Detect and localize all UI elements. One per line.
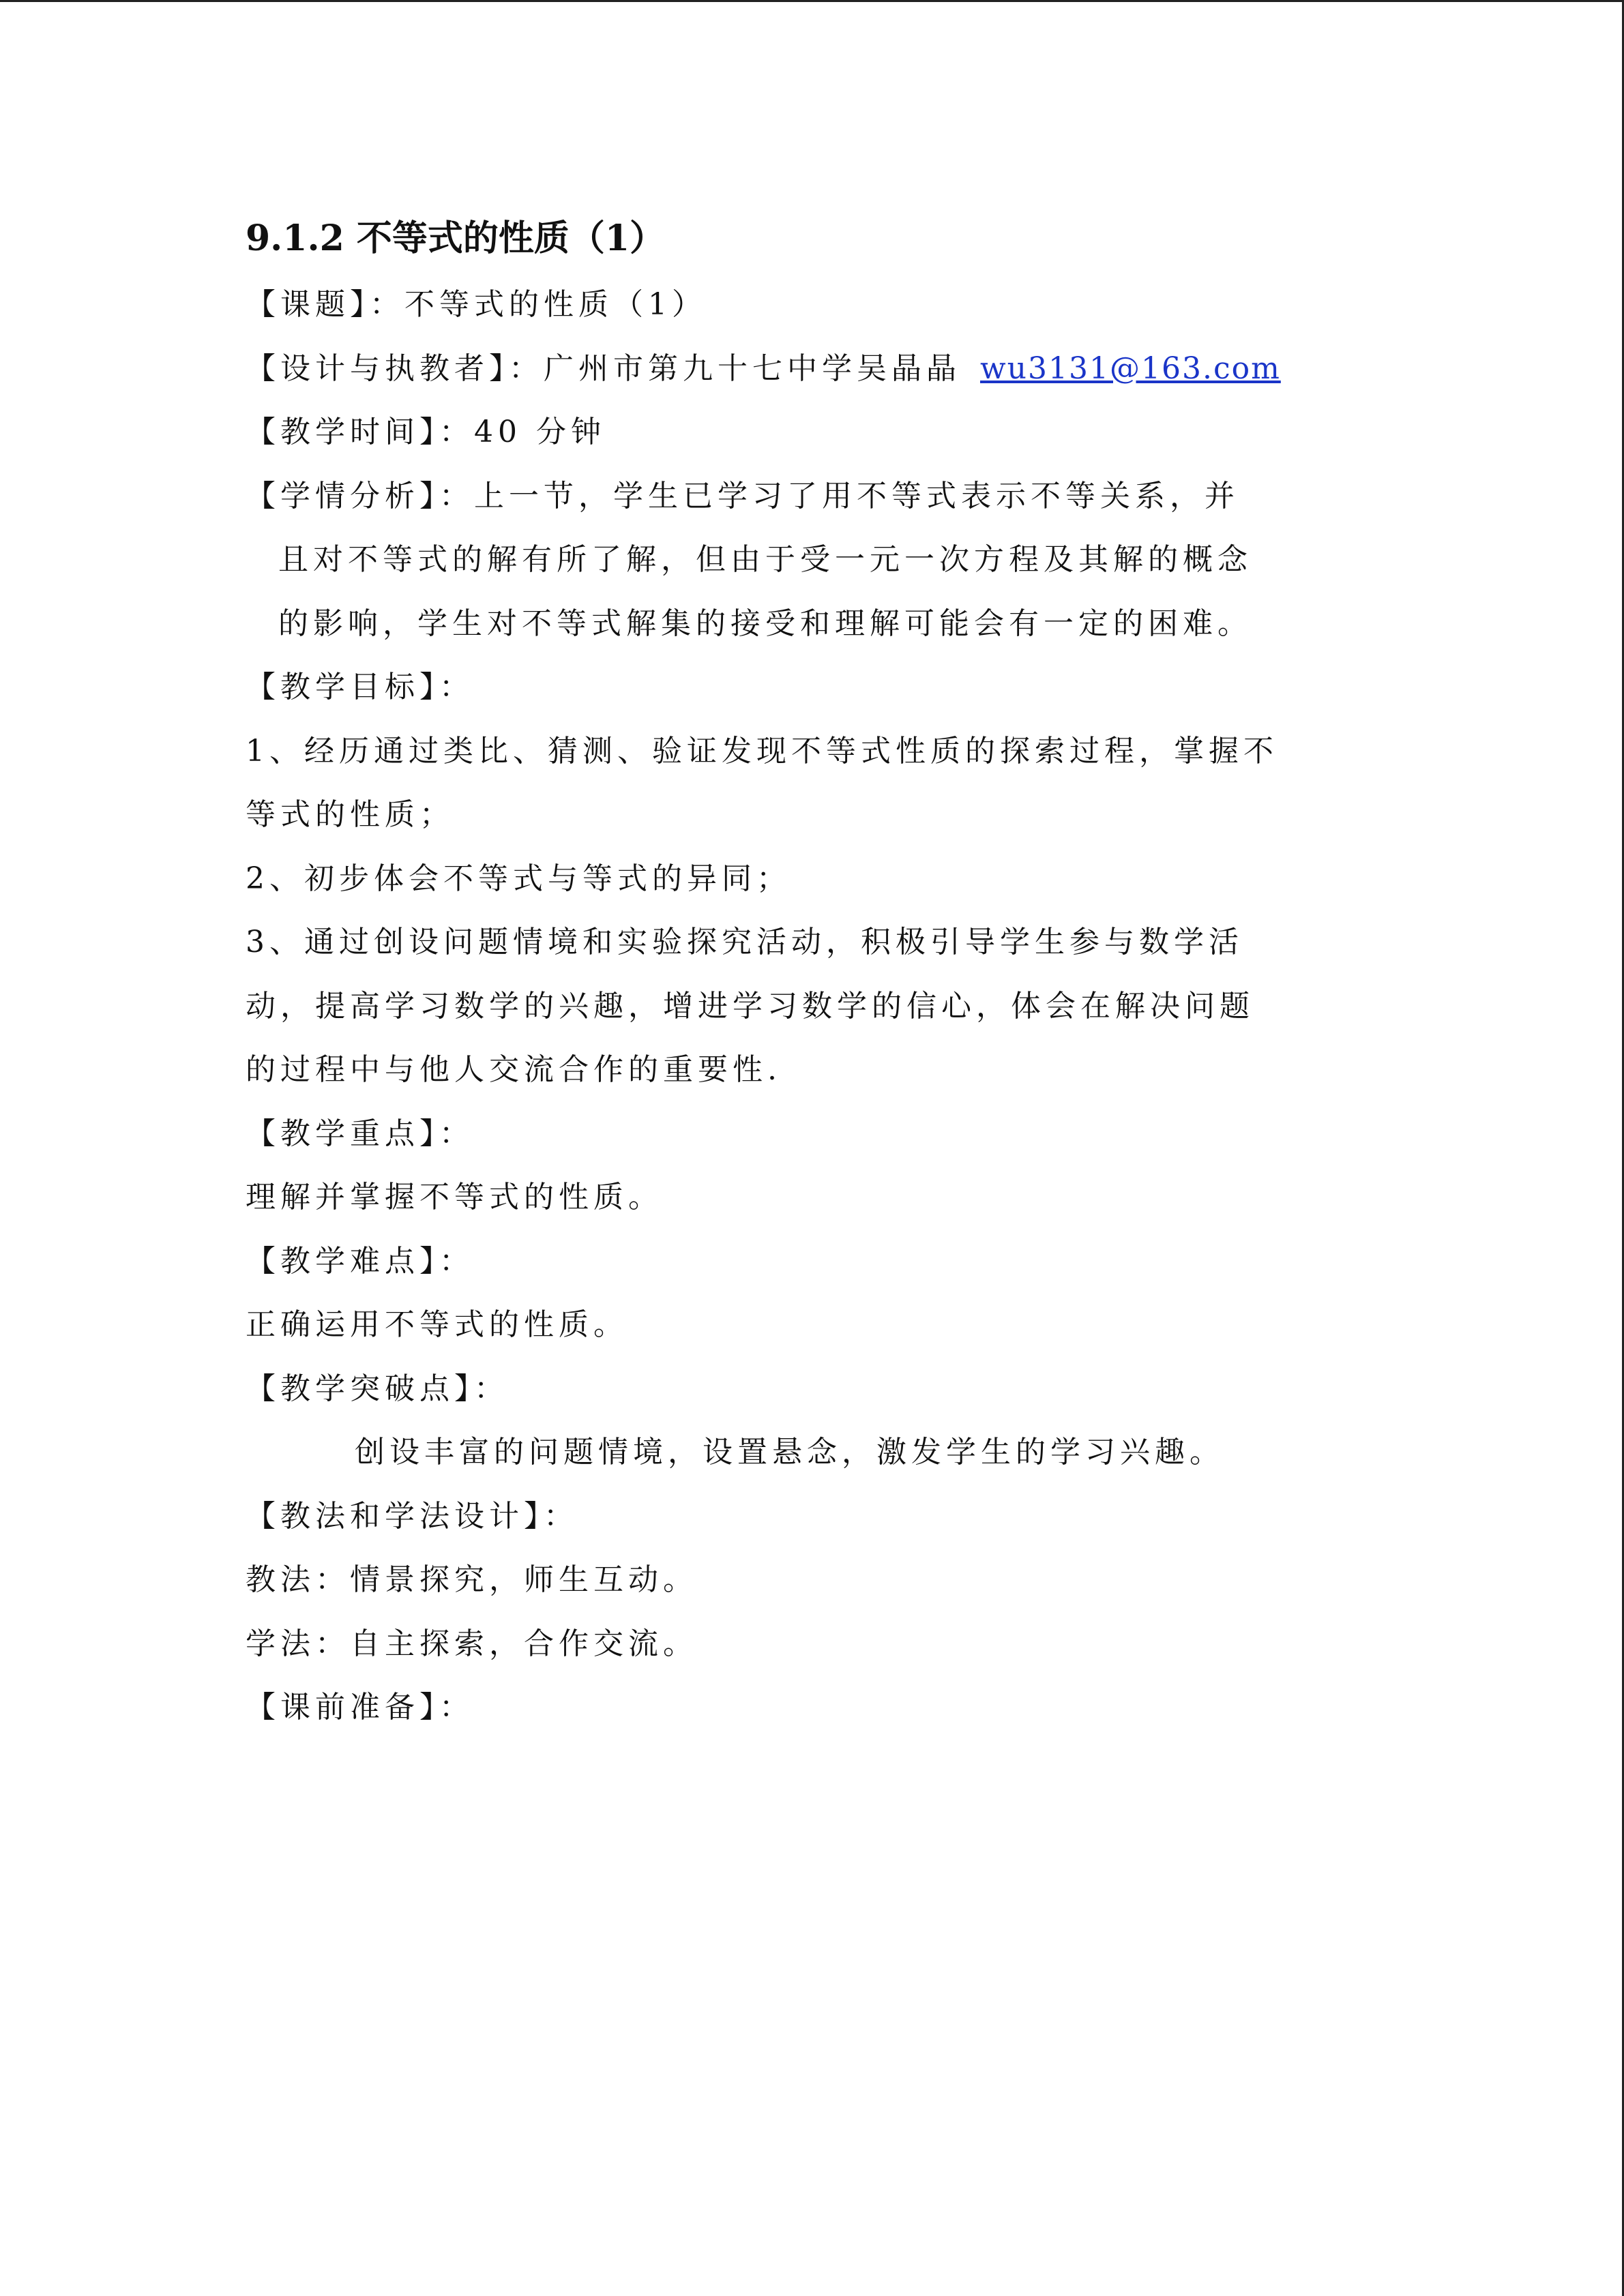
top-border-rule — [0, 0, 1624, 2]
lesson-topic-line: 【课题】：不等式的性质（1） — [246, 287, 707, 322]
learning-method: 学法：自主探索，合作交流。 — [246, 1626, 698, 1661]
breakthrough-heading: 【教学突破点】： — [246, 1371, 509, 1406]
analysis-line-3: 的影响，学生对不等式解集的接受和理解可能会有一定的困难。 — [278, 606, 1252, 641]
key-points-text: 理解并掌握不等式的性质。 — [246, 1180, 663, 1214]
difficulties-text: 正确运用不等式的性质。 — [246, 1307, 628, 1342]
analysis-line-2: 且对不等式的解有所了解，但由于受一元一次方程及其解的概念 — [278, 542, 1252, 577]
document-title: 9.1.2 不等式的性质（1） — [246, 218, 666, 259]
teaching-time-line: 【教学时间】：40 分钟 — [246, 415, 606, 449]
objective-1-line-2: 等式的性质； — [246, 797, 454, 832]
objective-3-line-2: 动，提高学习数学的兴趣，增进学习数学的信心，体会在解决问题 — [246, 988, 1254, 1024]
difficulties-heading: 【教学难点】： — [246, 1243, 474, 1279]
objective-2: 2、初步体会不等式与等式的异同； — [246, 861, 791, 896]
preparation-heading: 【课前准备】： — [246, 1690, 474, 1725]
document-page — [246, 205, 1378, 1740]
analysis-line-1: 【学情分析】：上一节，学生已学习了用不等式表示不等关系，并 — [246, 478, 1239, 513]
designer-text: 【设计与执教者】：广州市第九十七中学吴晶晶 — [246, 351, 961, 386]
breakthrough-text: 创设丰富的问题情境，设置悬念，激发学生的学习兴趣。 — [355, 1435, 1224, 1470]
key-points-heading: 【教学重点】： — [246, 1116, 474, 1151]
objective-3-line-1: 3、通过创设问题情境和实验探究活动，积极引导学生参与数学活 — [246, 925, 1243, 959]
designer-line — [246, 337, 1378, 401]
teaching-method: 教法：情景探究，师生互动。 — [246, 1562, 698, 1597]
methods-heading: 【教法和学法设计】： — [246, 1498, 578, 1534]
objective-3-line-3: 的过程中与他人交流合作的重要性. — [246, 1052, 782, 1087]
objective-1-line-1: 1、经历通过类比、猜测、验证发现不等式性质的探索过程，掌握不 — [246, 733, 1278, 769]
author-email-link[interactable]: wu3131@163.com — [980, 351, 1281, 386]
objectives-heading: 【教学目标】： — [246, 670, 474, 704]
